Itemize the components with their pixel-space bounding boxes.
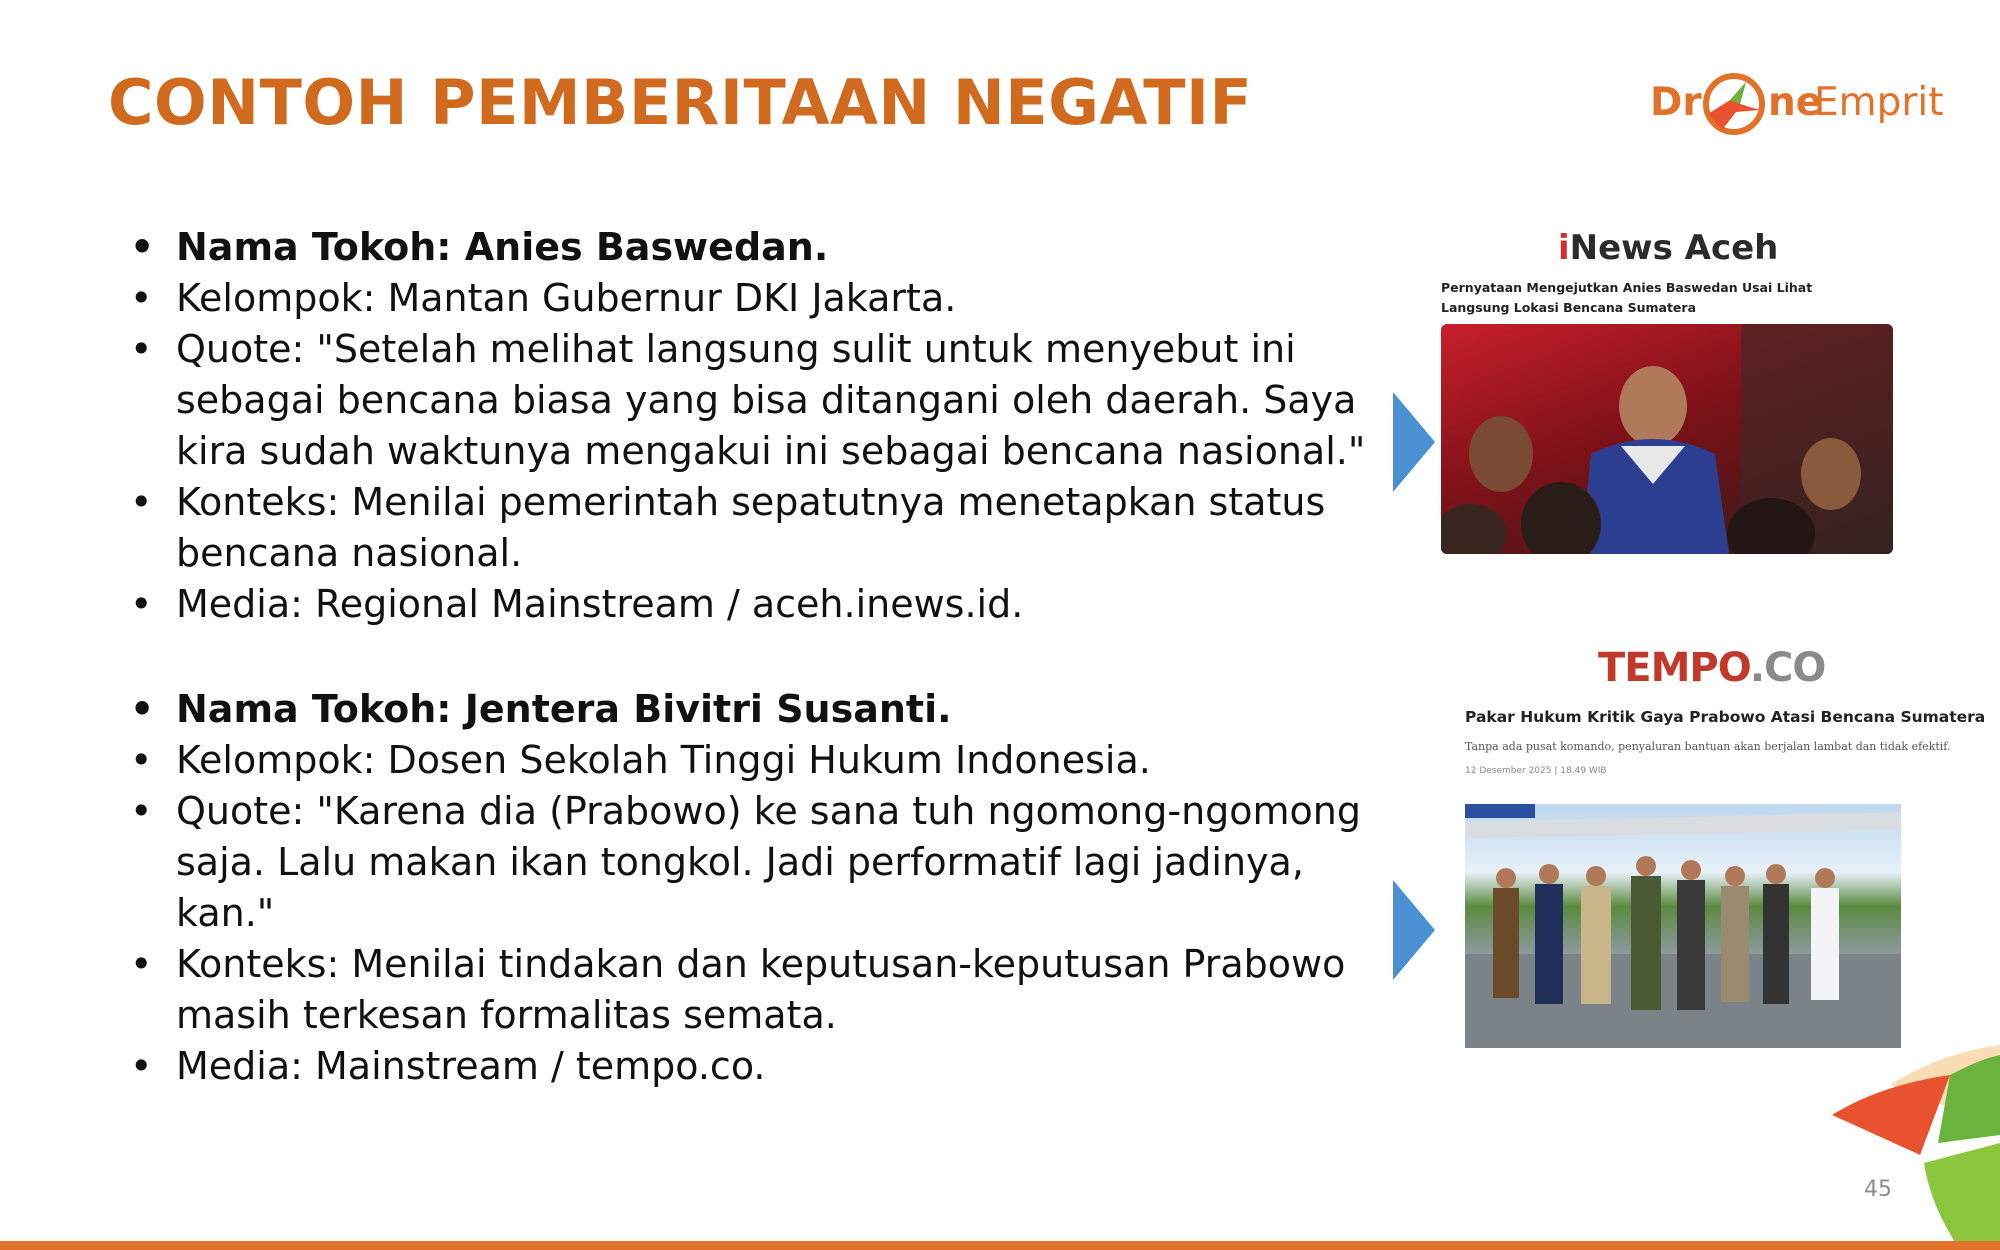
news-photo-prabowo: [1465, 804, 1901, 1048]
corner-decoration: [1820, 1045, 2000, 1250]
bullet-spacer: [130, 630, 1370, 684]
clip-date: 12 Desember 2025 | 18.49 WIB: [1465, 766, 1607, 776]
slide-title: CONTOH PEMBERITAAN NEGATIF: [108, 66, 1253, 139]
bullet-name-2: • Nama Tokoh: Jentera Bivitri Susanti.: [130, 684, 1370, 735]
arrow-right-icon: [1393, 392, 1435, 492]
arrow-right-icon: [1393, 880, 1435, 980]
bullet-group-2: • Kelompok: Dosen Sekolah Tinggi Hukum Indonesia.: [130, 735, 1370, 786]
bullet-quote-2: • Quote: "Karena dia (Prabowo) ke sana tuh ngomong-ngomong saja. Lalu makan ikan tongkol. Jadi performatif lagi jadinya, kan.": [130, 786, 1370, 939]
drone-emprit-logo: [1648, 70, 1944, 140]
logo-text-ne: ne: [1768, 80, 1823, 125]
bullet-quote-1: • Quote: "Setelah melihat langsung sulit untuk menyebut ini sebagai bencana biasa yang bisa ditangani oleh daerah. Saya kira sudah waktunya mengakui ini sebagai bencana nasional.": [130, 324, 1370, 477]
logo-text-dr: Dr: [1650, 80, 1702, 125]
logo-text-emprit: Emprit: [1814, 80, 1944, 125]
clip-headline: Pakar Hukum Kritik Gaya Prabowo Atasi Bencana Sumatera: [1465, 708, 1986, 726]
bullet-group-1: • Kelompok: Mantan Gubernur DKI Jakarta.: [130, 273, 1370, 324]
bullet-name-1: • Nama Tokoh: Anies Baswedan.: [130, 222, 1370, 273]
bullet-context-2: • Konteks: Menilai tindakan dan keputusan-keputusan Prabowo masih terkesan formalitas semata.: [130, 939, 1370, 1041]
bullet-media-1: • Media: Regional Mainstream / aceh.inews.id.: [130, 579, 1370, 630]
news-photo-anies: [1441, 324, 1893, 554]
bullet-media-2: • Media: Mainstream / tempo.co.: [130, 1041, 1370, 1092]
clip-headline: Pernyataan Mengejutkan Anies Baswedan Usai Lihat Langsung Lokasi Bencana Sumatera: [1441, 280, 1813, 315]
bottom-accent-bar: [0, 1241, 2000, 1250]
bullet-list: [130, 222, 1370, 1092]
page-number: 45: [1864, 1177, 1892, 1202]
clip-subheadline: Tanpa ada pusat komando, penyaluran bantuan akan berjalan lambat dan tidak efektif.: [1465, 740, 1951, 753]
bullet-context-1: • Konteks: Menilai pemerintah sepatutnya menetapkan status bencana nasional.: [130, 477, 1370, 579]
tempo-logo: TEMPO.CO: [1598, 645, 1826, 691]
inews-aceh-logo: iNews Aceh: [1558, 228, 1779, 268]
drone-bird-icon: [1700, 70, 1768, 138]
